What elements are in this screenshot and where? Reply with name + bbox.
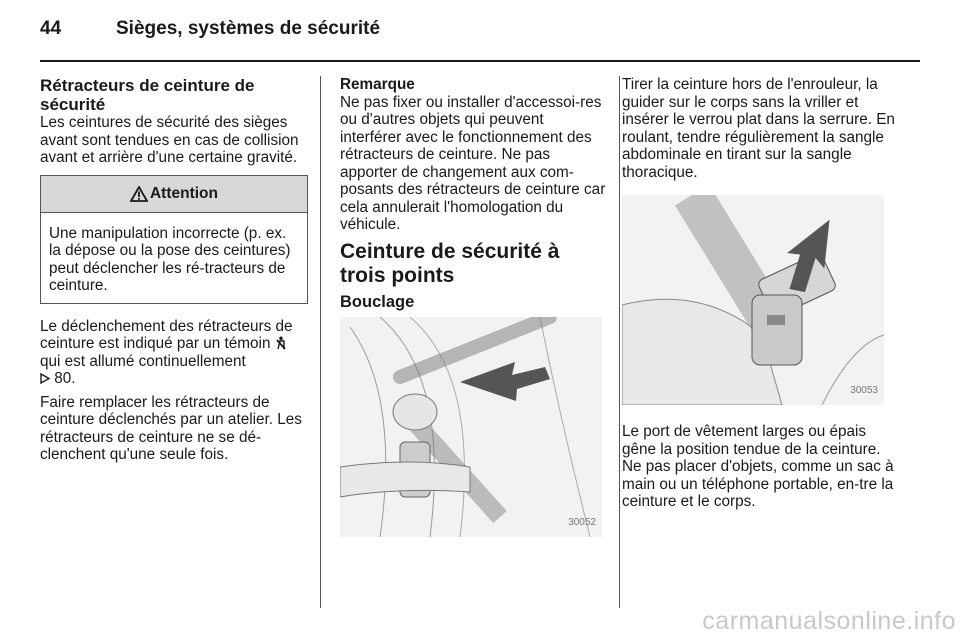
- routing-paragraph: Tirer la ceinture hors de l'enrouleur, la guider sur le corps sans la vriller et insérer le verrou plat dans la serrure. En roulant, tendre régulièrement la sangle abdominale en tirant sur la sangle thoracique.: [622, 76, 895, 181]
- header-rule: [40, 60, 920, 62]
- latch-illustration-drawing: [622, 195, 884, 405]
- indicator-paragraph: [40, 318, 308, 388]
- column-divider: [619, 76, 620, 608]
- column-left: [40, 76, 308, 470]
- page-reference-arrow-icon: [40, 373, 50, 384]
- note-body: Ne pas fixer ou installer d'accessoi-res ou d'autres objets qui peuvent interférer avec le fonctionnement des rétracteurs de ceinture. Ne pas apporter de changement aux com-posants des rétracteurs de ceinture car cela annulerait l'homologation du véhicule.: [340, 93, 606, 233]
- attention-header: [41, 176, 307, 213]
- attention-title: Attention: [149, 184, 218, 202]
- attention-body: Une manipulation incorrecte (p. ex. la dépose ou la pose des ceintures) peut déclencher les ré-tracteurs de ceinture.: [49, 224, 291, 294]
- intro-paragraph: Les ceintures de sécurité des sièges avant sont tendues en cas de collision avant et arrière d'une certaine gravité.: [40, 114, 299, 166]
- page-reference: 80.: [54, 370, 76, 387]
- note-title: Remarque: [340, 76, 415, 93]
- subsection-title-buckling: Bouclage: [340, 292, 415, 311]
- indicator-text-continued: qui est allumé continuellement: [40, 352, 246, 370]
- buckling-illustration: [340, 317, 602, 537]
- illustration-code: 30053: [850, 384, 878, 396]
- section-title-three-point-belt: Ceinture de sécurité à trois points: [340, 239, 560, 287]
- buckling-illustration-drawing: [340, 317, 602, 537]
- note: [340, 76, 608, 234]
- warning-icon: [130, 186, 148, 202]
- seatbelt-lamp-icon: [275, 336, 287, 350]
- replacement-paragraph: Faire remplacer les rétracteurs de ceinture déclenchés par un atelier. Les rétracteurs de ceinture ne se dé-clenchent qu'une seule fois.: [40, 393, 302, 463]
- column-right: [622, 76, 904, 517]
- indicator-text: Le déclenchement des rétracteurs de ceinture est indiqué par un témoin: [40, 317, 293, 352]
- watermark: carmanualsonline.info: [702, 607, 956, 635]
- chapter-title: Sièges, systèmes de sécurité: [116, 18, 381, 39]
- section-title-pretensioners: Rétracteurs de ceinture de sécurité: [40, 76, 255, 114]
- latch-illustration: [622, 195, 884, 405]
- illustration-code: 30052: [568, 516, 596, 528]
- clothing-paragraph: Le port de vêtement larges ou épais gêne la position tendue de la ceinture. Ne pas placer d'objets, comme un sac à main ou un téléphone portable, en-tre la ceinture et le corps.: [622, 423, 894, 510]
- column-middle: [340, 76, 608, 537]
- column-divider: [320, 76, 321, 608]
- attention-box: [40, 175, 308, 304]
- page-number: 44: [40, 18, 62, 39]
- page-header: [40, 18, 920, 58]
